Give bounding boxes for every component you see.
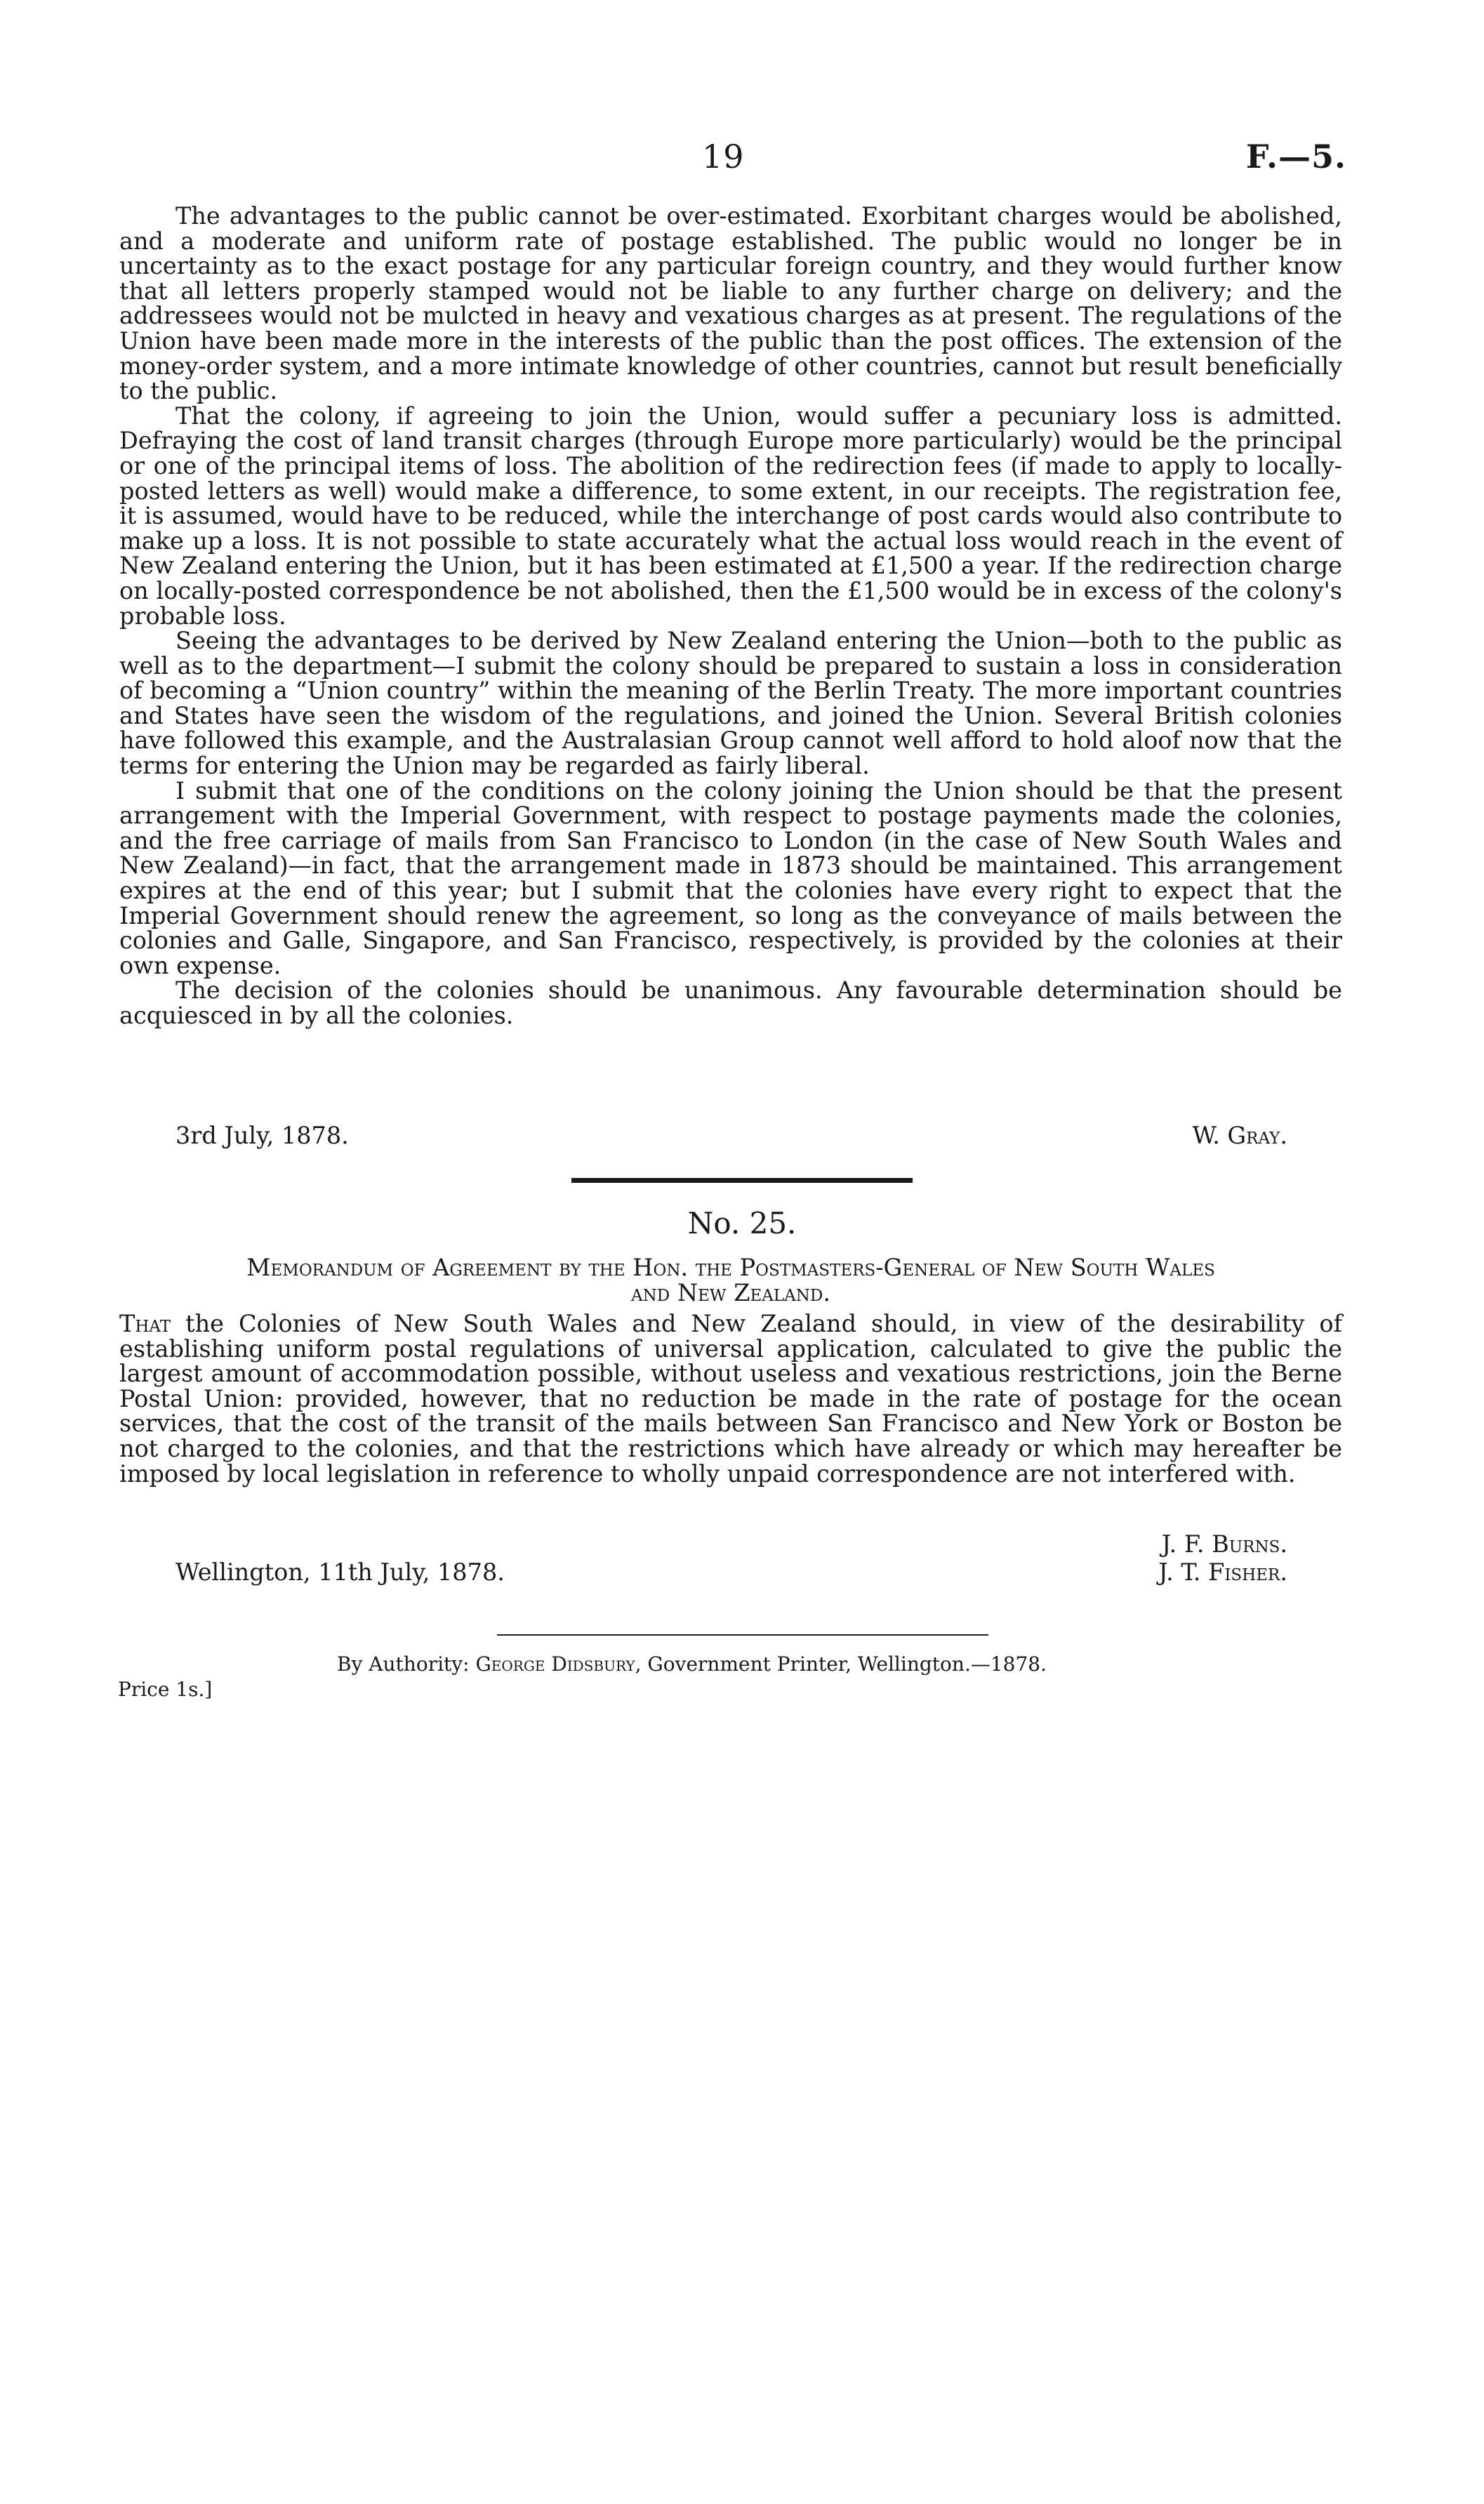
section-divider: [571, 1178, 913, 1183]
memorandum-text: the Colonies of New South Wales and New Zealand should, in view of the desirability of establishing uniform postal regulations of universal application, calculated to give the public the largest amount of accommodation possible, without useless and vexatious restrictions, join the Berne Postal Union: provided, however, that no reduction be made in the rate of postage for the ocean services, that the cost of the transit of the mails between San Francisco and New York or Boston be not charged to the colonies, and that the restrictions which have already or which may hereafter be imposed by local legislation in reference to wholly unpaid correspondence are not interfered with.: [119, 1310, 1342, 1488]
memorandum-place-date: Wellington, 11th July, 1878.: [175, 1558, 505, 1586]
report-signature: W. Gray.: [1192, 1122, 1287, 1149]
memorandum-paragraph: [119, 1311, 1342, 1486]
printer-name: George Didsbury: [475, 1652, 635, 1676]
report-paragraph-2: That the colony, if agreeing to join the Union, would suffer a pecuniary loss is admitted. Defraying the cost of land transit charges (through Europe more particularly) would be the principal or one of the principal items of loss. The abolition of the redirection fees (if made to apply to locally-posted letters as well) would make a difference, to some extent, in our receipts. The registration fee, it is assumed, would have to be reduced, while the interchange of post cards would also contribute to make up a loss. It is not possible to state accurately what the actual loss would reach in the event of New Zealand entering the Union, but it has been estimated at £1,500 a year. If the redirection charge on locally-posted correspondence be not abolished, then the £1,500 would be in excess of the colony's probable loss.: [119, 402, 1342, 630]
report-date: 3rd July, 1878.: [175, 1122, 349, 1149]
report-signature-row: [175, 1122, 1287, 1150]
authority-prefix: By Authority:: [337, 1652, 476, 1676]
page-number: 19: [702, 138, 745, 175]
signer-burns: J. F. Burns.: [1161, 1530, 1287, 1558]
document-code: F.—5.: [1245, 138, 1346, 175]
signer-fisher: J. T. Fisher.: [1158, 1558, 1287, 1586]
footer-authority: [337, 1652, 1047, 1676]
memorandum-lead-word: That: [119, 1310, 171, 1337]
report-paragraph-4: I submit that one of the conditions on the colony joining the Union should be that the present arrangement with the Imperial Government, with respect to postage payments made the colonies, and the free carriage of mails from San Francisco to London (in the case of New South Wales and New Zealand)—in fact, that the arrangement made in 1873 should be maintained. This arrangement expires at the end of this year; but I submit that the colonies have every right to expect that the Imperial Government should renew the agreement, so long as the conveyance of mails between the colonies and Galle, Singapore, and San Francisco, respectively, is provided by the colonies at their own expense.: [119, 776, 1342, 979]
authority-suffix: , Government Printer, Wellington.—1878.: [635, 1652, 1047, 1676]
memorandum-title: [119, 1255, 1342, 1306]
footer-price: Price 1s.]: [118, 1678, 213, 1701]
section-number: No. 25.: [687, 1206, 797, 1240]
report-body: [119, 204, 1342, 1028]
footer-divider: [497, 1634, 988, 1636]
memorandum-body: [119, 1311, 1342, 1486]
memorandum-title-line-1: Memorandum of Agreement by the Hon. the Postmasters-General of New South Wales: [246, 1254, 1215, 1281]
memorandum-title-line-2: and New Zealand.: [631, 1279, 830, 1306]
report-paragraph-1: The advantages to the public cannot be over-estimated. Exorbitant charges would be abolished, and a moderate and uniform rate of postage established. The public would no longer be in uncertainty as to the exact postage for any particular foreign country, and they would further know that all letters properly stamped would not be liable to any further charge on delivery; and the addressees would not be mulcted in heavy and vexatious charges as at present. The regulations of the Union have been made more in the interests of the public than the post offices. The extension of the money-order system, and a more intimate knowledge of other countries, cannot but result beneficially to the public.: [119, 202, 1342, 405]
report-paragraph-5: The decision of the colonies should be unanimous. Any favourable determination should be acquiesced in by all the colonies.: [119, 976, 1342, 1029]
report-paragraph-3: Seeing the advantages to be derived by New Zealand entering the Union—both to the public as well as to the department—I submit the colony should be prepared to sustain a loss in consideration of becoming a “Union country” within the meaning of the Berlin Treaty. The more important countries and States have seen the wisdom of the regulations, and joined the Union. Several British colonies have followed this example, and the Australasian Group cannot well afford to hold aloof now that the terms for entering the Union may be regarded as fairly liberal.: [119, 627, 1342, 780]
memorandum-signature-row: [175, 1558, 1287, 1586]
